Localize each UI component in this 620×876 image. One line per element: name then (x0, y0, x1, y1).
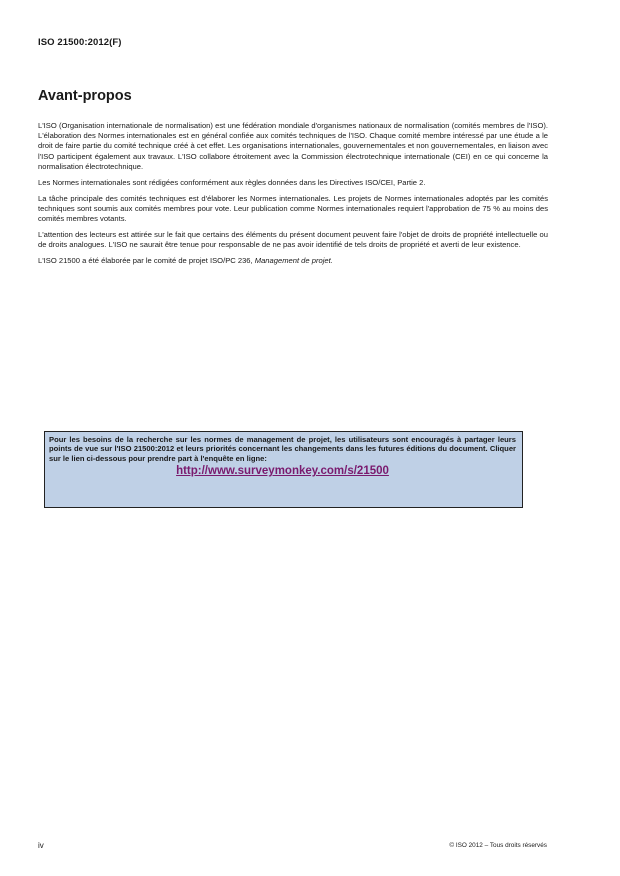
committee-title: Management de projet. (254, 256, 333, 266)
foreword-paragraph-4: L'attention des lecteurs est attirée sur le fait que certains des éléments du présent document peuvent faire l'objet de droits de propriété intellectuelle ou de droits analogues. L'ISO ne saurait être tenue pour responsable de ne pas avoir identifié de tels droits de propriété et averti de leur existence. (38, 230, 548, 250)
page-number: iv (38, 841, 44, 850)
foreword-paragraph-5-text: L'ISO 21500 a été élaborée par le comité de projet ISO/PC 236, (38, 256, 255, 266)
section-title: Avant-propos (38, 88, 132, 104)
survey-notice-box (44, 431, 523, 508)
document-id: ISO 21500:2012(F) (38, 37, 122, 48)
foreword-paragraph-2: Les Normes internationales sont rédigées conformément aux règles données dans les Directives ISO/CEI, Partie 2. (38, 177, 426, 187)
foreword-paragraph-3: La tâche principale des comités techniques est d'élaborer les Normes internationales. Les projets de Normes internationales adoptés par les comités techniques sont soumis aux comités membres pour vote. Leur publication comme Normes internationales requiert l'approbation de 75 % au moins des comités membres votants. (38, 193, 548, 224)
survey-link[interactable]: http://www.surveymonkey.com/s/21500 (176, 465, 389, 478)
survey-notice-text: Pour les besoins de la recherche sur les normes de management de projet, les utilisateurs sont encouragés à partager leurs points de vue sur l'ISO 21500:2012 et leurs priorités concernant les changements dans les futures éditions du document. Cliquer sur le lien ci-dessous pour prendre part à l'enquête en ligne: (49, 435, 516, 463)
foreword-body (38, 121, 548, 272)
foreword-paragraph-5 (38, 256, 548, 266)
copyright-notice: © ISO 2012 – Tous droits réservés (449, 842, 547, 849)
foreword-paragraph-1: L'ISO (Organisation internationale de normalisation) est une fédération mondiale d'organismes nationaux de normalisation (comités membres de l'ISO). L'élaboration des Normes internationales est en général confiée aux comités techniques de l'ISO. Chaque comité membre intéressé par une étude a le droit de faire partie du comité technique créé à cet effet. Les organisations internationales, gouvernementales et non gouvernementales, en liaison avec l'ISO participent également aux travaux. L'ISO collabore étroitement avec la Commission électrotechnique internationale (CEI) en ce qui concerne la normalisation électrotechnique. (38, 121, 548, 171)
